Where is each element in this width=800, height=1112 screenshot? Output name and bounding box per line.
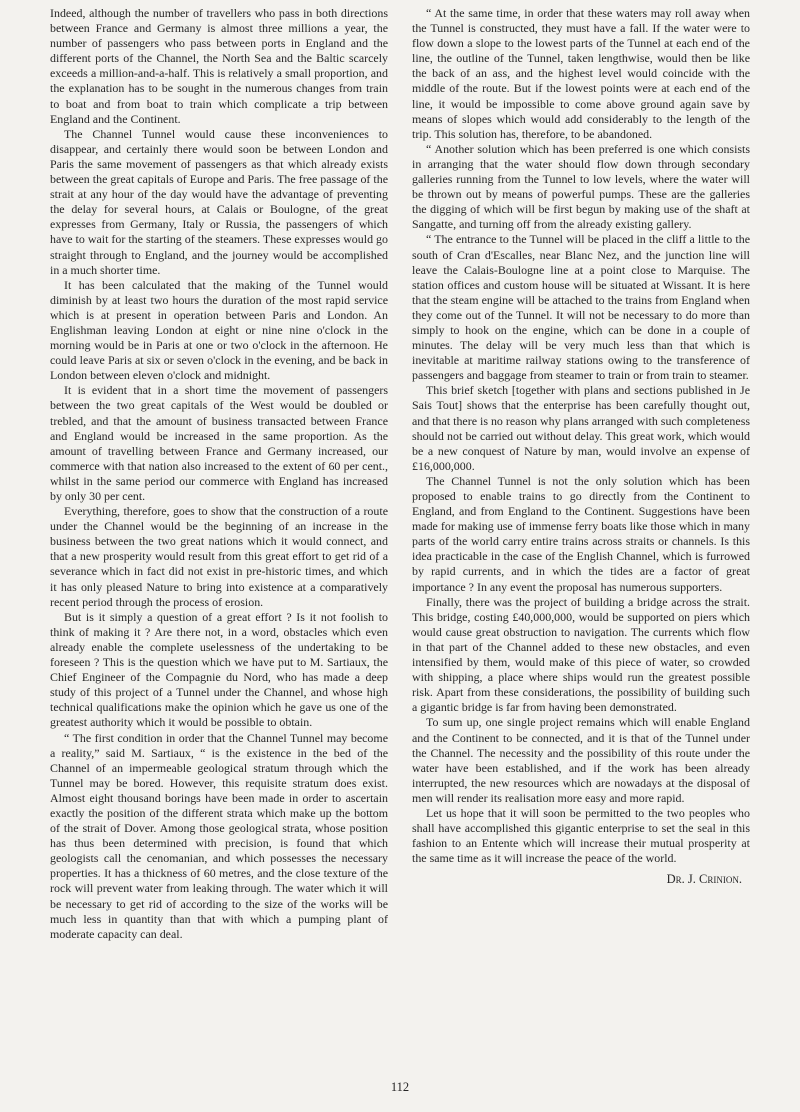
paragraph: It is evident that in a short time the movement of passengers between the two great capitals of the West would be doubled or trebled, and that the amount of business transacted between France and England would be increased in the same proportion. As the amount of travelling between France and Germany increased, our commerce with that nation also increased to the extent of 60 per cent., whilst in the same period our commerce with England has increased by only 30 per cent.	[50, 383, 388, 503]
author-signature: Dr. J. Crinion.	[666, 872, 742, 887]
paragraph: The Channel Tunnel is not the only solution which has been proposed to enable trains to go directly from the Continent to England, and from England to the Continent. Suggestions have been made for making use of immense ferry boats like those which in many parts of the world carry entire trains across straits or channels. Is this idea practicable in the case of the English Channel, which is furrowed by rapid currents, and in which the tides are a factor of great importance ? In any event the proposal has numerous supporters.	[412, 473, 750, 594]
paragraph: Finally, there was the project of building a bridge across the strait. This bridge, costing £40,000,000, would be supported on piers which would cause great obstruction to navigation. The currents which flow in that part of the Channel added to these new obstacles, and even intensified by them, would make of this piece of water, so crowded with shipping, a place where ships would run the greatest possible risk. Apart from these considerations, the possibility of building such a gigantic bridge is far from having been demonstrated.	[412, 594, 750, 715]
paragraph: “ The first condition in order that the Channel Tunnel may become a reality,” said M. Sartiaux, “ is the existence in the bed of the Channel of an impermeable geological stratum through which the Tunnel may be bored. However, this requisite stratum does exist. Almost eight thousand borings have been made in order to ascertain exactly the position of the different strata which make up the bottom of the strait of Dover. Among those geological strata, whose position has thus been determined with precision, is found that which geologists call the cenomanian, and which possesses the necessary properties. It has a thickness of 60 metres, and the close texture of the rock will prevent water from leaking through. The water which it will be necessary to get rid of according to the size of the works will be much less in quantity than that with which a pumping plant of moderate capacity can deal.	[50, 730, 388, 941]
paragraph: Everything, therefore, goes to show that the construction of a route under the Channel would be the beginning of an increase in the business between the two great nations which it would connect, and that a new prosperity would result from this great effort to get rid of a severance which in fact did not exist in pre-historic times, and which it has only pleased Nature to bring into existence at a comparatively recent period through the process of erosion.	[50, 504, 388, 609]
left-column	[50, 6, 388, 942]
paragraph: “ Another solution which has been preferred is one which consists in arranging that the water should flow down through secondary galleries running from the Tunnel to low levels, where the water will be thrown out by means of powerful pumps. These are the galleries the digging of which will be first begun by making use of the shaft at Sangatte, and turning off from the already existing gallery.	[412, 141, 750, 232]
paragraph: It has been calculated that the making of the Tunnel would diminish by at least two hours the duration of the most rapid service which is at present in operation between Paris and London. An Englishman leaving London at eight or nine nine o'clock in the morning would be in Paris at one or two o'clock in the afternoon. He could leave Paris at six or seven o'clock in the evening, and be back in London between eleven o'clock and midnight.	[50, 277, 388, 383]
paragraph: “ The entrance to the Tunnel will be placed in the cliff a little to the south of Cran d'Escalles, near Blanc Nez, and the junction line will leave the Calais-Boulogne line at a point close to Marquise. The station offices and custom house will be situated at Wissant. It is here that the steam engine will be attached to the trains from England when they come out of the Tunnel. It will not be necessary to do more than simply to hook on the engine, which can be done in a couple of minutes. The delay will be very much less than that which is inevitable at maritime railway stations owing to the transference of passengers and baggage from steamer to train or from train to steamer.	[412, 232, 750, 383]
right-column	[412, 6, 750, 887]
paragraph: This brief sketch [together with plans and sections published in Je Sais Tout] shows that the enterprise has been carefully thought out, and that there is no reason why plans arranged with such completeness should not be carried out without delay. This great work, which would be a new conquest of Nature by man, would involve an expense of £16,000,000.	[412, 383, 750, 473]
paragraph: Indeed, although the number of travellers who pass in both directions between France and Germany is almost three millions a year, the number of passengers who pass between ports in England and the different ports of the Channel, the North Sea and the Baltic scarcely exceeds a million-and-a-half. This is relatively a small proportion, and the explanation has to be sought in the numerous changes from train to boat and from boat to train which complicate a trip between England and the Continent.	[50, 6, 388, 126]
paragraph: But is it simply a question of a great effort ? Is it not foolish to think of making it ? Are there not, in a word, obstacles which even already enable the complete uselessness of the undertaking to be foreseen ? This is the question which we have put to M. Sartiaux, the Chief Engineer of the Compagnie du Nord, who has made a deep study of this project of a Tunnel under the Channel, and whose high technical qualifications make the opinion which he gave us one of the greatest authority which it would be possible to obtain.	[50, 609, 388, 730]
paragraph: “ At the same time, in order that these waters may roll away when the Tunnel is constructed, they must have a fall. If the water were to flow down a slope to the lowest parts of the Tunnel at each end of the line, the outline of the Tunnel, taken lengthwise, would then be like the back of an ass, and the highest level would coincide with the middle of the route. But if the lowest points were at each end of the line, it would be impossible to come above ground again save by means of slopes which would add considerably to the length of the trip. This solution has, therefore, to be abandoned.	[412, 6, 750, 141]
paragraph: Let us hope that it will soon be permitted to the two peoples who shall have accomplished this gigantic enterprise to set the seal in this fashion to an Entente which will increase their mutual prosperity at the same time as it will increase the peace of the world.	[412, 805, 750, 866]
page-number: 112	[390, 1080, 410, 1094]
paragraph: To sum up, one single project remains which will enable England and the Continent to be connected, and it is that of the Tunnel under the Channel. The necessity and the possibility of this route under the water have been established, and if the work has been already interrupted, the new resources which are nowadays at the disposal of men will render its realisation more easy and more rapid.	[412, 715, 750, 805]
paragraph: The Channel Tunnel would cause these inconveniences to disappear, and certainly there would soon be between London and Paris the same movement of passengers as that which already exists between the great capitals of Europe and Paris. The free passage of the strait at any hour of the day would have the advantage of preventing the delay for several hours, at Calais or Boulogne, of the great expresses from Germany, Italy or Russia, the passengers of which have to wait for the starting of the steamers. These expresses would go straight through to England, and the journey would be accomplished in a much shorter time.	[50, 126, 388, 277]
